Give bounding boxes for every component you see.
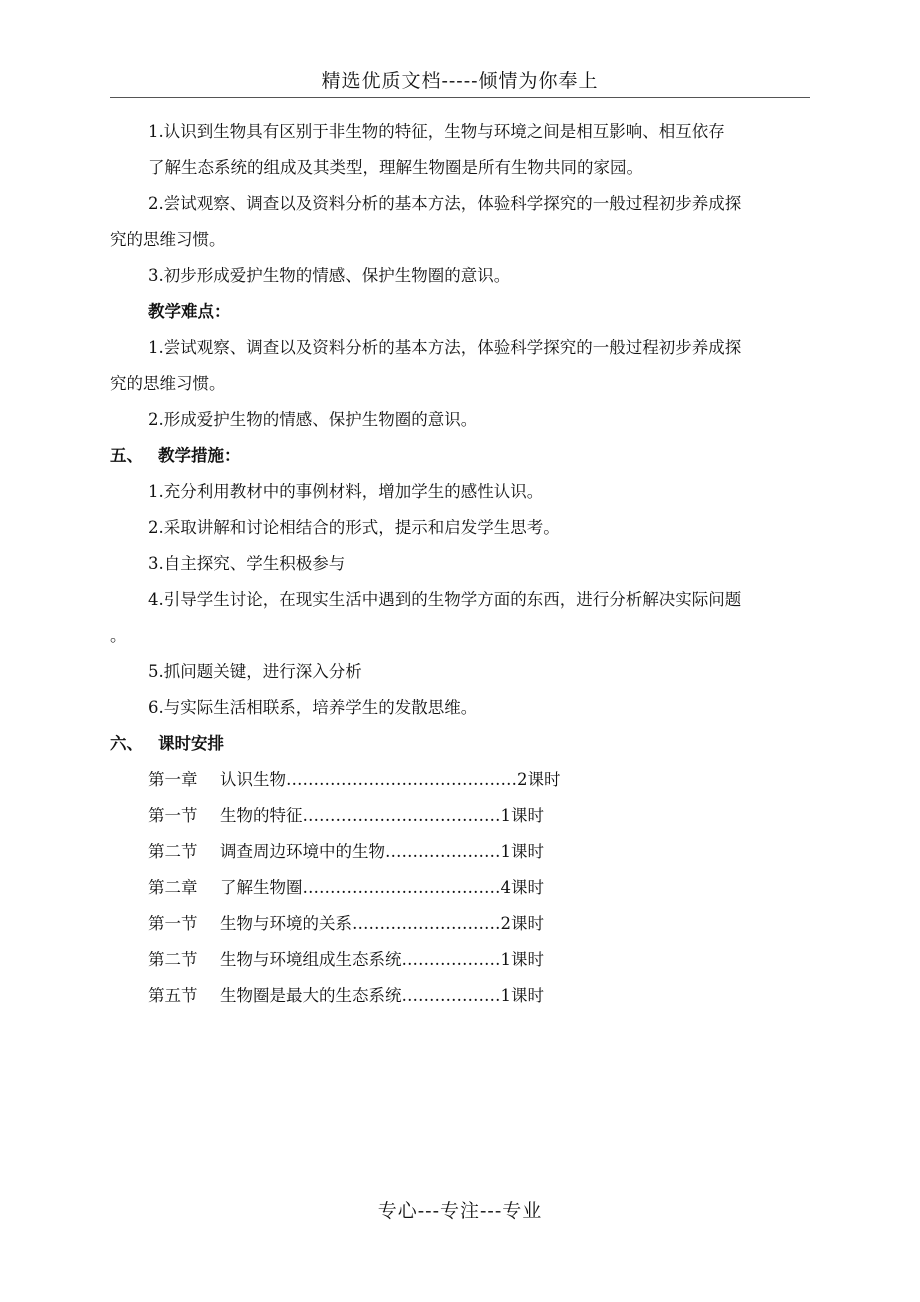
difficulty-1-line-1: 1.尝试观察、调查以及资料分析的基本方法，体验科学探究的一般过程初步养成探 [148, 338, 742, 357]
schedule-row [110, 762, 810, 798]
schedule-text: 生物圈是最大的生态系统………………1课时 [220, 986, 544, 1005]
measure-6: 6.与实际生活相联系，培养学生的发散思维。 [148, 698, 478, 717]
goal-2-line-1: 2.尝试观察、调查以及资料分析的基本方法，体验科学探究的一般过程初步养成探 [148, 194, 742, 213]
difficulties-heading: 教学难点： [148, 302, 231, 321]
schedule-section: 第一章 [148, 770, 198, 789]
measure-4-line-1: 4.引导学生讨论，在现实生活中遇到的生物学方面的东西，进行分析解决实际问题 [148, 590, 742, 609]
schedule-section: 第一节 [148, 914, 198, 933]
document-body [110, 114, 810, 1014]
schedule-row [110, 870, 810, 906]
schedule-row [110, 942, 810, 978]
schedule-row [110, 834, 810, 870]
difficulty-2: 2.形成爱护生物的情感、保护生物圈的意识。 [148, 410, 478, 429]
goal-1-line-1: 1.认识到生物具有区别于非生物的特征，生物与环境之间是相互影响、相互依存 [148, 122, 725, 141]
schedule-heading [110, 726, 810, 762]
page-header: 精选优质文档-----倾情为你奉上 [321, 70, 599, 92]
header-divider [110, 97, 810, 98]
measure-1: 1.充分利用教材中的事例材料，增加学生的感性认识。 [148, 482, 544, 501]
schedule-text: 生物的特征………………………………1课时 [220, 806, 544, 825]
measure-4-line-2: 。 [110, 626, 127, 645]
schedule-section: 第五节 [148, 986, 198, 1005]
goal-2-line-2: 究的思维习惯。 [110, 230, 226, 249]
measure-2: 2.采取讲解和讨论相结合的形式，提示和启发学生思考。 [148, 518, 560, 537]
measures-title: 教学措施： [158, 446, 241, 465]
goal-3: 3.初步形成爱护生物的情感、保护生物圈的意识。 [148, 266, 511, 285]
difficulty-1-line-2: 究的思维习惯。 [110, 374, 226, 393]
schedule-text: 调查周边环境中的生物…………………1课时 [220, 842, 544, 861]
schedule-text: 生物与环境组成生态系统………………1课时 [220, 950, 544, 969]
schedule-section: 第二节 [148, 950, 198, 969]
measures-heading [110, 438, 810, 474]
schedule-section: 第二章 [148, 878, 198, 897]
schedule-number: 六、 [110, 734, 143, 753]
schedule-section: 第二节 [148, 842, 198, 861]
schedule-text: 了解生物圈………………………………4课时 [220, 878, 544, 897]
schedule-section: 第一节 [148, 806, 198, 825]
schedule-row [110, 798, 810, 834]
measure-3: 3.自主探究、学生积极参与 [148, 554, 346, 573]
measures-number: 五、 [110, 446, 143, 465]
schedule-title: 课时安排 [158, 734, 224, 753]
schedule-row [110, 978, 810, 1014]
schedule-text: 认识生物……………………………………2课时 [220, 770, 561, 789]
schedule-text: 生物与环境的关系………………………2课时 [220, 914, 544, 933]
measure-5: 5.抓问题关键，进行深入分析 [148, 662, 362, 681]
schedule-row [110, 906, 810, 942]
goal-1-line-2: 了解生态系统的组成及其类型，理解生物圈是所有生物共同的家园。 [148, 158, 643, 177]
page-footer: 专心---专注---专业 [377, 1200, 543, 1222]
